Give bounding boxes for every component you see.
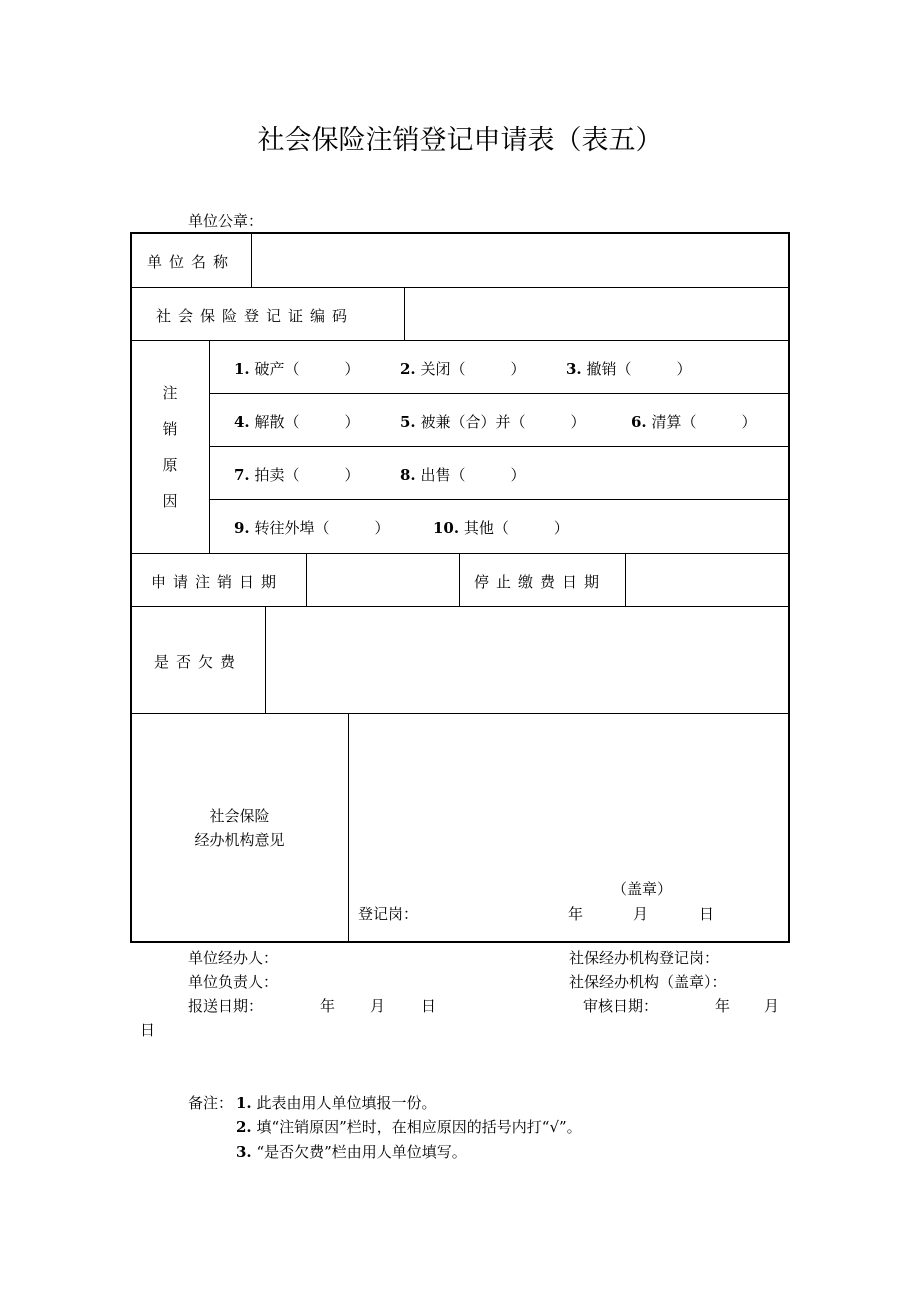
- arrears-label: 是否欠费: [154, 653, 243, 671]
- reason-option[interactable]: 10. 其他（ ）: [433, 519, 569, 537]
- page-title: 社会保险注销登记申请表（表五）: [257, 125, 663, 156]
- note-item: 3. “是否欠费”栏由用人单位填写。: [236, 1143, 467, 1161]
- row-divider: [131, 713, 789, 714]
- reason-option[interactable]: 5. 被兼（合）并（ ）: [400, 413, 586, 431]
- row-divider: [131, 553, 789, 554]
- reg-post-label: 登记岗：: [358, 905, 419, 923]
- col-divider: [459, 553, 460, 606]
- reason-option[interactable]: 4. 解散（ ）: [234, 413, 360, 431]
- reason-option[interactable]: 3. 撤销（ ）: [566, 360, 692, 378]
- row-divider: [131, 340, 789, 341]
- reason-label: 注 销 原 因: [162, 384, 178, 510]
- row-divider: [210, 499, 789, 500]
- col-divider: [625, 553, 626, 606]
- review-day: 日: [140, 1021, 156, 1039]
- col-divider: [265, 606, 266, 713]
- reason-option[interactable]: 8. 出售（ ）: [400, 466, 526, 484]
- stamp-label: （盖章）: [612, 880, 673, 898]
- reason-option[interactable]: 2. 关闭（ ）: [400, 360, 526, 378]
- review-year: 年: [715, 997, 731, 1015]
- submit-date-label: 报送日期：: [188, 997, 264, 1015]
- submit-day: 日: [421, 997, 437, 1015]
- unit-name-label: 单位名称: [147, 253, 236, 271]
- apply-date-label: 申请注销日期: [151, 573, 284, 591]
- submit-month: 月: [370, 997, 386, 1015]
- principal-label: 单位负责人：: [188, 973, 279, 991]
- review-date-label: 审核日期：: [583, 997, 659, 1015]
- reason-option[interactable]: 9. 转往外埠（ ）: [234, 519, 390, 537]
- cert-code-label: 社会保险登记证编码: [156, 307, 355, 325]
- row-divider: [210, 393, 789, 394]
- row-divider: [210, 446, 789, 447]
- agency-reg-label: 社保经办机构登记岗：: [569, 949, 720, 967]
- col-divider: [251, 233, 252, 287]
- year-label: 年: [568, 905, 584, 923]
- notes-label: 备注：: [188, 1094, 234, 1112]
- reason-option[interactable]: 1. 破产（ ）: [234, 360, 360, 378]
- row-divider: [131, 606, 789, 607]
- col-divider: [209, 340, 210, 553]
- reason-option[interactable]: 6. 清算（ ）: [631, 413, 757, 431]
- review-month: 月: [764, 997, 780, 1015]
- month-label: 月: [633, 905, 649, 923]
- agency-seal-label: 社保经办机构（盖章）：: [569, 973, 727, 991]
- handler-label: 单位经办人：: [188, 949, 279, 967]
- stop-date-label: 停止缴费日期: [474, 573, 607, 591]
- row-divider: [131, 287, 789, 288]
- note-item: 2. 填“注销原因”栏时，在相应原因的括号内打“√”。: [236, 1118, 582, 1136]
- seal-label: 单位公章：: [188, 212, 264, 230]
- reason-option[interactable]: 7. 拍卖（ ）: [234, 466, 360, 484]
- note-item: 1. 此表由用人单位填报一份。: [236, 1094, 437, 1112]
- day-label: 日: [699, 905, 715, 923]
- col-divider: [404, 287, 405, 340]
- submit-year: 年: [320, 997, 336, 1015]
- col-divider: [348, 713, 349, 942]
- agency-opinion-label: 社会保险 经办机构意见: [194, 807, 285, 849]
- col-divider: [306, 553, 307, 606]
